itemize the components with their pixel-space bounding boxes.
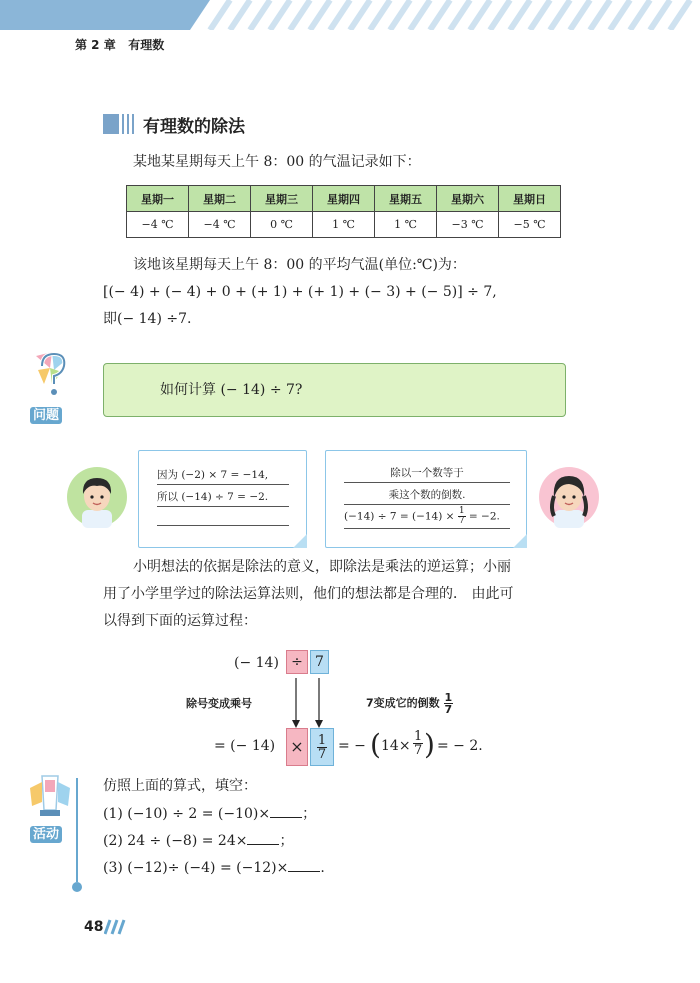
eq-mid: = − [338, 738, 366, 754]
table-row [127, 212, 561, 238]
left-operand: (− 14) [234, 655, 279, 671]
fraction [413, 730, 423, 757]
eq-end: = − 2. [437, 738, 483, 754]
table-cell: −5 ℃ [499, 212, 561, 238]
answer-blank[interactable] [247, 831, 279, 845]
explain-line2: 用了小学里学过的除法运算法则，他们的想法都是合理的． 由此可 [103, 586, 514, 602]
fraction-numerator: 1 [414, 729, 423, 744]
table-header-cell: 星期一 [127, 186, 189, 212]
title-marker-line [132, 114, 134, 134]
activity-item-1 [103, 804, 316, 823]
note-right-line2: 乘这个数的倒数. [344, 487, 510, 505]
activity-item-3 [103, 858, 325, 877]
activity-item-text: (2) 24 ÷ (−8) = 24× [103, 833, 248, 849]
chapter-title: 有理数 [128, 38, 165, 52]
table-cell: −4 ℃ [127, 212, 189, 238]
note-left [138, 450, 307, 548]
table-header-cell: 星期六 [437, 186, 499, 212]
fraction-numerator: 1 [317, 732, 327, 748]
note-fold [293, 534, 307, 548]
question-badge-label: 问题 [30, 407, 62, 424]
activity-instruction: 仿照上面的算式，填空： [103, 778, 257, 794]
fraction [458, 507, 466, 526]
table-cell: −3 ℃ [437, 212, 499, 238]
eq-start: = (− 14) [214, 738, 276, 754]
multiplication-sign-box: × [286, 728, 308, 766]
page-number: 48 [84, 919, 104, 935]
activity-divider [76, 778, 78, 882]
chapter-number: 第 2 章 [75, 38, 116, 52]
activity-badge-label: 活动 [30, 826, 62, 843]
question-mark-icon [30, 350, 74, 400]
note-right-line3 [344, 507, 510, 529]
label-division-to-multiplication: 除号变成乘号 [186, 697, 252, 710]
question-text: 如何计算 (− 14) ÷ 7? [160, 382, 303, 398]
answer-blank[interactable] [288, 858, 320, 872]
fraction-denominator: 7 [458, 516, 465, 526]
table-cell: 1 ℃ [313, 212, 375, 238]
note-right-line1: 除以一个数等于 [344, 465, 510, 483]
section-title [103, 112, 245, 136]
average-result: 即(− 14) ÷7. [103, 311, 192, 327]
table-cell: 0 ℃ [251, 212, 313, 238]
question-badge [30, 404, 62, 423]
fraction [444, 692, 454, 715]
activity-item-text: (1) (−10) ÷ 2 = (−10)× [103, 806, 271, 822]
note-left-blank-line [157, 525, 289, 526]
average-formula: [(− 4) + (− 4) + 0 + (+ 1) + (+ 1) + (− 3) + (− 5)] ÷ 7, [103, 284, 497, 300]
table-header-cell: 星期日 [499, 186, 561, 212]
table-header-row [127, 186, 561, 212]
note-left-line2: 所以 (−14) ÷ 7 = −2. [157, 489, 289, 507]
label-reciprocal-text: 7变成它的倒数 [366, 696, 440, 710]
paren-close: ) [424, 728, 435, 761]
header-band [0, 0, 700, 30]
fraction-denominator: 7 [444, 703, 453, 716]
activity-divider-dot [72, 882, 82, 892]
fraction-numerator: 1 [444, 691, 453, 704]
inner-product: 14× [381, 738, 411, 754]
fraction-denominator: 7 [414, 743, 423, 758]
explain-line3: 以得到下面的运算过程： [103, 613, 257, 629]
table-cell: 1 ℃ [375, 212, 437, 238]
note-fold [513, 534, 527, 548]
question-box [103, 363, 566, 417]
page-slash-decoration [104, 919, 128, 935]
fraction-denominator: 7 [317, 746, 327, 762]
boy-avatar [66, 466, 128, 528]
note-right-line3-a: (−14) ÷ 7 = (−14) × [344, 510, 455, 523]
fraction-numerator: 1 [458, 506, 465, 516]
activity-item-text: (3) (−12)÷ (−4) = (−12)× [103, 860, 289, 876]
title-marker-line [122, 114, 124, 134]
activity-item-end: ； [279, 833, 294, 849]
divisor-box: 7 [310, 650, 329, 674]
activity-badge [30, 823, 62, 842]
inner-fraction [413, 730, 423, 757]
table-cell: −4 ℃ [189, 212, 251, 238]
fraction [317, 734, 327, 761]
activity-item-end: . [320, 860, 325, 876]
table-header-cell: 星期三 [251, 186, 313, 212]
chapter-header [75, 36, 164, 53]
girl-avatar [538, 466, 600, 528]
table-header-cell: 星期四 [313, 186, 375, 212]
note-right-line3-b: = −2. [468, 510, 500, 523]
activity-item-end: ； [302, 806, 317, 822]
title-marker-line [127, 114, 129, 134]
answer-blank[interactable] [270, 804, 302, 818]
activity-item-2 [103, 831, 293, 850]
division-sign-box: ÷ [286, 650, 308, 674]
section-title-text: 有理数的除法 [143, 116, 245, 137]
average-text: 该地该星期每天上午 8：00 的平均气温(单位:℃)为： [133, 257, 466, 273]
paren-open: ( [370, 728, 381, 761]
note-left-line1: 因为 (−2) × 7 = −14, [157, 467, 289, 485]
note-right [325, 450, 527, 548]
transform-arrows [285, 674, 333, 730]
activity-icon [26, 774, 74, 820]
intro-text: 某地某星期每天上午 8：00 的气温记录如下： [133, 154, 421, 170]
title-marker [103, 114, 119, 134]
table-header-cell: 星期五 [375, 186, 437, 212]
reciprocal-box [310, 728, 334, 766]
table-header-cell: 星期二 [189, 186, 251, 212]
explain-line1: 小明想法的依据是除法的意义，即除法是乘法的逆运算；小丽 [133, 559, 511, 575]
label-reciprocal [366, 692, 453, 715]
temperature-table [126, 185, 561, 238]
